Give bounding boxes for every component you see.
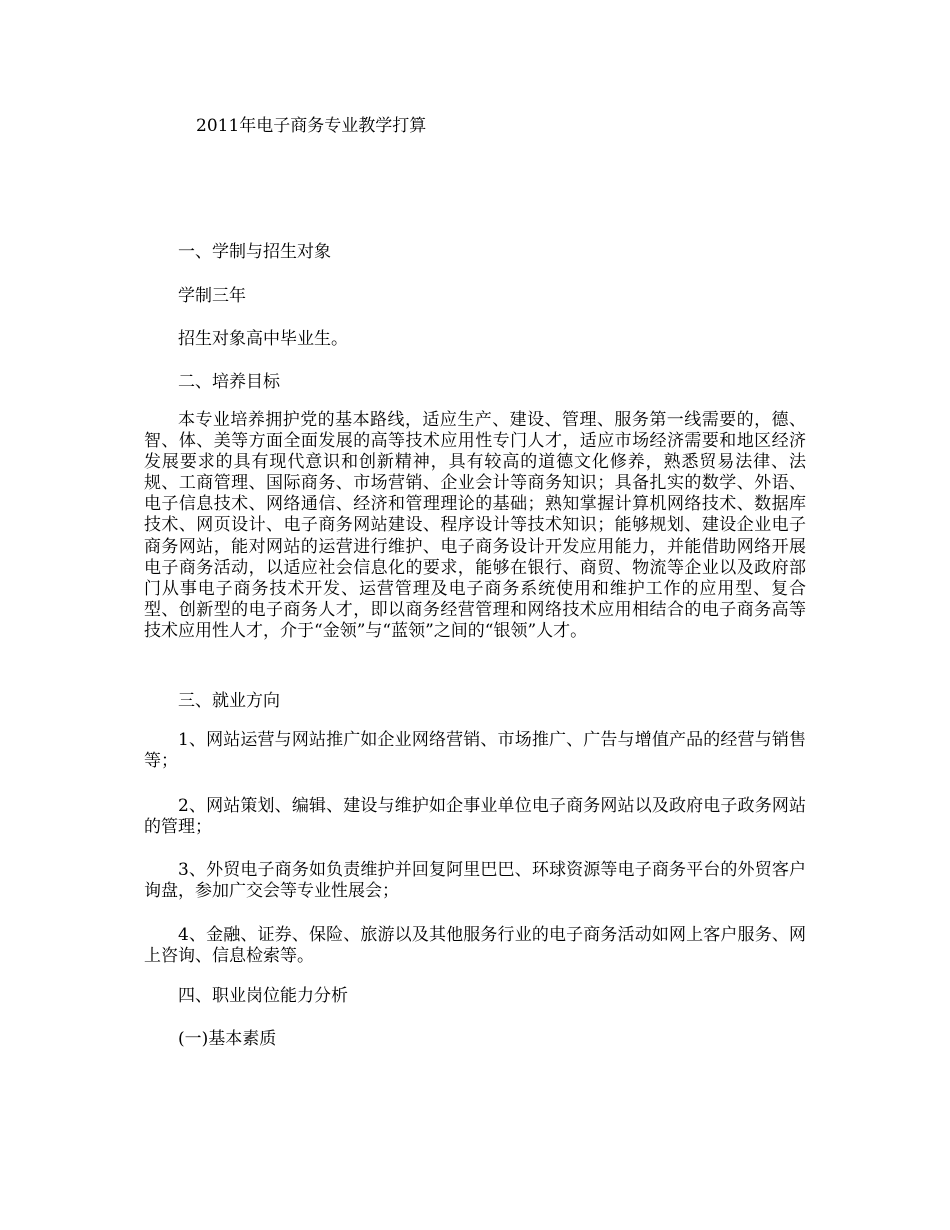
- duration-text: 学制三年: [178, 286, 246, 306]
- section-heading-objectives: 二、培养目标: [178, 372, 280, 392]
- document-title: 2011年电子商务专业教学打算: [196, 116, 427, 136]
- employment-item: 2、网站策划、编辑、建设与维护如企事业单位电子商务网站以及政府电子政务网站的管理；: [144, 796, 806, 838]
- section-heading-enrollment: 一、学制与招生对象: [178, 242, 331, 262]
- employment-item: 4、金融、证券、保险、旅游以及其他服务行业的电子商务活动如网上客户服务、网上咨询、信息检索等。: [144, 925, 806, 967]
- employment-item: 1、网站运营与网站推广如企业网络营销、市场推广、广告与增值产品的经营与销售等；: [144, 730, 806, 772]
- enrollment-text: 招生对象高中毕业生。: [178, 329, 348, 349]
- section-heading-employment: 三、就业方向: [178, 691, 280, 711]
- employment-item: 3、外贸电子商务如负责维护并回复阿里巴巴、环球资源等电子商务平台的外贸客户询盘，参加广交会等专业性展会；: [144, 860, 806, 902]
- subsection-heading-basic-quality: (一)基本素质: [178, 1029, 277, 1049]
- section-heading-ability-analysis: 四、职业岗位能力分析: [178, 986, 348, 1006]
- objective-paragraph: 本专业培养拥护党的基本路线，适应生产、建设、管理、服务第一线需要的，德、智、体、美等方面全面发展的高等技术应用性专门人才，适应市场经济需要和地区经济发展要求的具有现代意识和创新精神，具有较高的道德文化修养，熟悉贸易法律、法规、工商管理、国际商务、市场营销、企业会计等商务知识；具备扎实的数学、外语、电子信息技术、网络通信、经济和管理理论的基础；熟知掌握计算机网络技术、数据库技术、网页设计、电子商务网站建设、程序设计等技术知识；能够规划、建设企业电子商务网站，能对网站的运营进行维护、电子商务设计开发应用能力，并能借助网络开展电子商务活动，以适应社会信息化的要求，能够在银行、商贸、物流等企业以及政府部门从事电子商务技术开发、运营管理及电子商务系统使用和维护工作的应用型、复合型、创新型的电子商务人才，即以商务经营管理和网络技术应用相结合的电子商务高等技术应用性人才，介于“金领”与“蓝领”之间的“银领”人才。: [144, 410, 806, 641]
